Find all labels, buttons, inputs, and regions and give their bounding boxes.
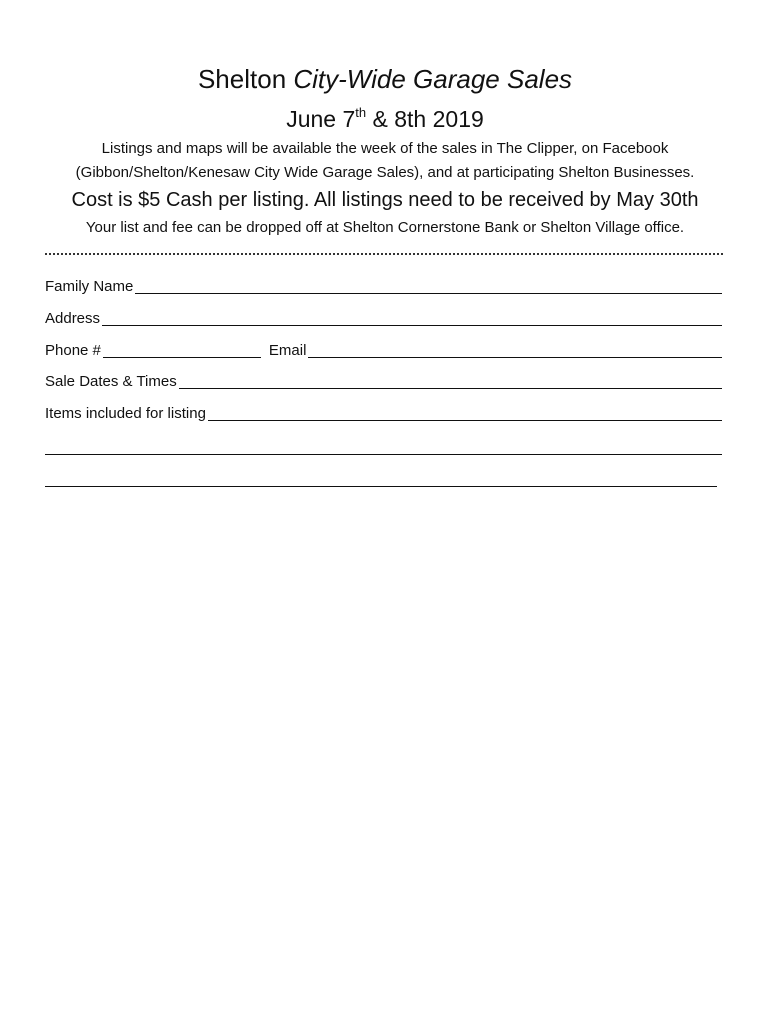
sale-dates-field[interactable] — [45, 369, 722, 391]
dates-prefix: June 7 — [286, 106, 356, 132]
dates-superscript: th — [355, 105, 367, 120]
address-label: Address — [45, 310, 101, 327]
email-blank[interactable] — [308, 356, 722, 358]
sale-dates-label: Sale Dates & Times — [45, 373, 177, 390]
family-name-blank[interactable] — [135, 292, 722, 294]
items-blank[interactable] — [208, 419, 722, 421]
page-title — [0, 62, 770, 96]
phone-blank[interactable] — [103, 356, 261, 358]
items-continuation-line-2[interactable] — [45, 486, 717, 487]
sale-dates-heading — [0, 103, 770, 135]
address-field[interactable] — [45, 306, 722, 328]
items-continuation-line-1[interactable] — [45, 454, 722, 455]
items-label: Items included for listing — [45, 405, 206, 422]
email-label: Email — [268, 342, 307, 359]
cost-notice: Cost is $5 Cash per listing. All listings need to be received by May 30th — [71, 189, 699, 211]
sale-dates-blank[interactable] — [179, 387, 722, 389]
title-italic: City-Wide Garage Sales — [293, 64, 573, 94]
dotted-divider — [45, 253, 723, 255]
info-line-2: (Gibbon/Shelton/Kenesaw City Wide Garage Sales), and at participating Shelton Businesses. — [75, 164, 695, 181]
items-field[interactable] — [45, 401, 722, 423]
dates-suffix: & 8th 2019 — [366, 106, 484, 132]
address-blank[interactable] — [102, 324, 722, 326]
phone-email-row — [45, 338, 722, 360]
family-name-label: Family Name — [45, 278, 134, 295]
info-line-1: Listings and maps will be available the week of the sales in The Clipper, on Facebook — [101, 140, 669, 157]
phone-label: Phone # — [45, 342, 101, 359]
family-name-field[interactable] — [45, 274, 722, 296]
dropoff-notice: Your list and fee can be dropped off at Shelton Cornerstone Bank or Shelton Village office. — [85, 219, 685, 236]
title-plain: Shelton — [197, 64, 294, 94]
